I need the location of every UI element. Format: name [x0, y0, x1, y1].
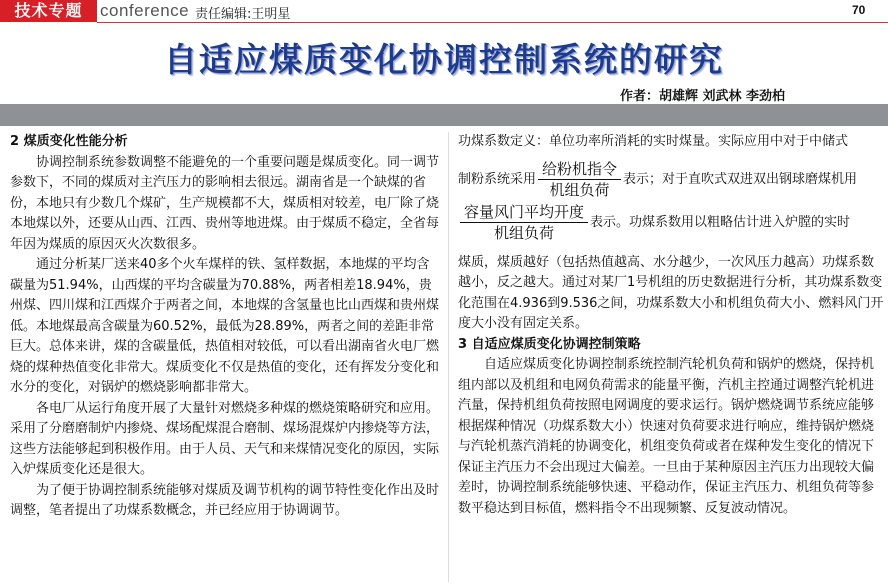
paragraph-fragment: 制粉系统采用: [458, 171, 537, 187]
fraction-feeder-command: [538, 159, 621, 200]
paragraph: 自适应煤质变化协调控制系统控制汽轮机负荷和锅炉的燃烧，保持机组内部以及机组和电网负荷需求的能量平衡，汽机主控通过调整汽轮机进汽量，保持机组负荷按照电网调度的要求运行。锅炉燃烧调节系统应能够根据煤种情况（功煤系数大小）快速对负荷要求进行响应，维持锅炉燃烧与汽轮机蒸汽消耗的协调变化，机组变负荷或者在煤种发生变化的情况下保证主汽压力不会出现过大偏差。一旦由于某种原因主汽压力出现较大偏差时，协调控制系统能够快速、平稳动作，保证主汽压力、机组负荷等参数平稳达到目标值，燃料指令不出现频繁、反复波动情况。: [458, 357, 875, 516]
section-2-heading: 2 煤质变化性能分析: [10, 134, 128, 149]
fraction-numerator: 容量风门平均开度: [460, 202, 588, 223]
page-number: 70: [852, 3, 866, 17]
header-bar: [0, 0, 888, 24]
left-column: [10, 132, 440, 522]
title-band: [0, 104, 888, 126]
formula-line-2: [458, 202, 884, 243]
section-3-heading: 3 自适应煤质变化协调控制策略: [458, 336, 641, 352]
fraction-denominator: 机组负荷: [494, 223, 555, 242]
paragraph: 为了便于协调控制系统能够对煤质及调节机构的调节特性变化作出及时调整，笔者提出了功煤系数概念，并已经应用于协调调节。: [10, 482, 440, 518]
fraction-denominator: 机组负荷: [549, 180, 610, 199]
column-divider: [448, 132, 449, 582]
paragraph: 协调控制系统参数调整不能避免的一个重要问题是煤质变化。同一调节参数下，不同的煤质对主汽压力的影响相去很远。湖南省是一个缺煤的省份，本地只有少数几个煤矿，生产规模都不大，煤质相对较差，电厂除了烧本地煤以外，还要从山西、江西、贵州等地进煤。由于煤质不稳定，全省每年因为煤质的原因灭火次数很多。: [10, 154, 440, 252]
article-title: 自适应煤质变化协调控制系统的研究: [164, 40, 724, 79]
paragraph-fragment: 表示；对于直吹式双进双出钢球磨煤机用: [623, 171, 858, 187]
fraction-numerator: 给粉机指令: [538, 159, 621, 180]
paragraph-fragment: 表示。功煤系数用以粗略估计进入炉膛的实时: [590, 214, 851, 230]
paragraph: 通过分析某厂送来40多个火车煤样的铁、氢样数据，本地煤的平均含碳量为51.94%，山西煤的平均含碳量为70.88%，两者相差18.94%，贵州煤、四川煤和江西煤介于两者之间，本地煤的含氢量也比山西煤和贵州煤低。本地煤最高含碳量为60.52%，最低为28.89%，两者之间的差距非常巨大。总体来讲，煤的含碳量低，热值相对较低，可以看出湖南省火电厂燃烧的煤种热值变化非常大。煤质变化不仅是热值的变化，还有挥发分变化和水分的变化，对锅炉的燃烧影响都非常大。: [10, 257, 440, 395]
editor-credit: 责任编辑:王明星: [195, 7, 291, 22]
article-authors: 作者：胡雄辉 刘武林 李劲柏: [620, 89, 786, 104]
conference-label: conference: [100, 1, 190, 20]
paragraph: 各电厂从运行角度开展了大量针对燃烧多种煤的燃烧策略研究和应用。采用了分磨磨制炉内掺烧、煤场配煤混合磨制、煤场混煤炉内掺烧等方法，这些方法能够起到积极作用。由于人员、天气和来煤情况变化的原因，实际入炉煤质变化还是很大。: [10, 400, 440, 477]
paragraph: 煤质，煤质越好（包括热值越高、水分越少，一次风压力越高）功煤系数越小，反之越大。通过对某厂1号机组的历史数据进行分析，其功煤系数变化范围在4.936到9.536之间，功煤系数大小和机组负荷大小、燃料风门开度大小没有固定关系。: [458, 254, 884, 331]
paragraph: 功煤系数定义：单位功率所消耗的实时煤量。实际应用中对于中储式: [458, 134, 849, 149]
fraction-damper-opening: [460, 202, 588, 243]
formula-line-1: [458, 159, 884, 200]
right-column: [458, 132, 884, 519]
section-tag: 技术专题: [0, 0, 97, 22]
header-rule: [97, 22, 888, 23]
